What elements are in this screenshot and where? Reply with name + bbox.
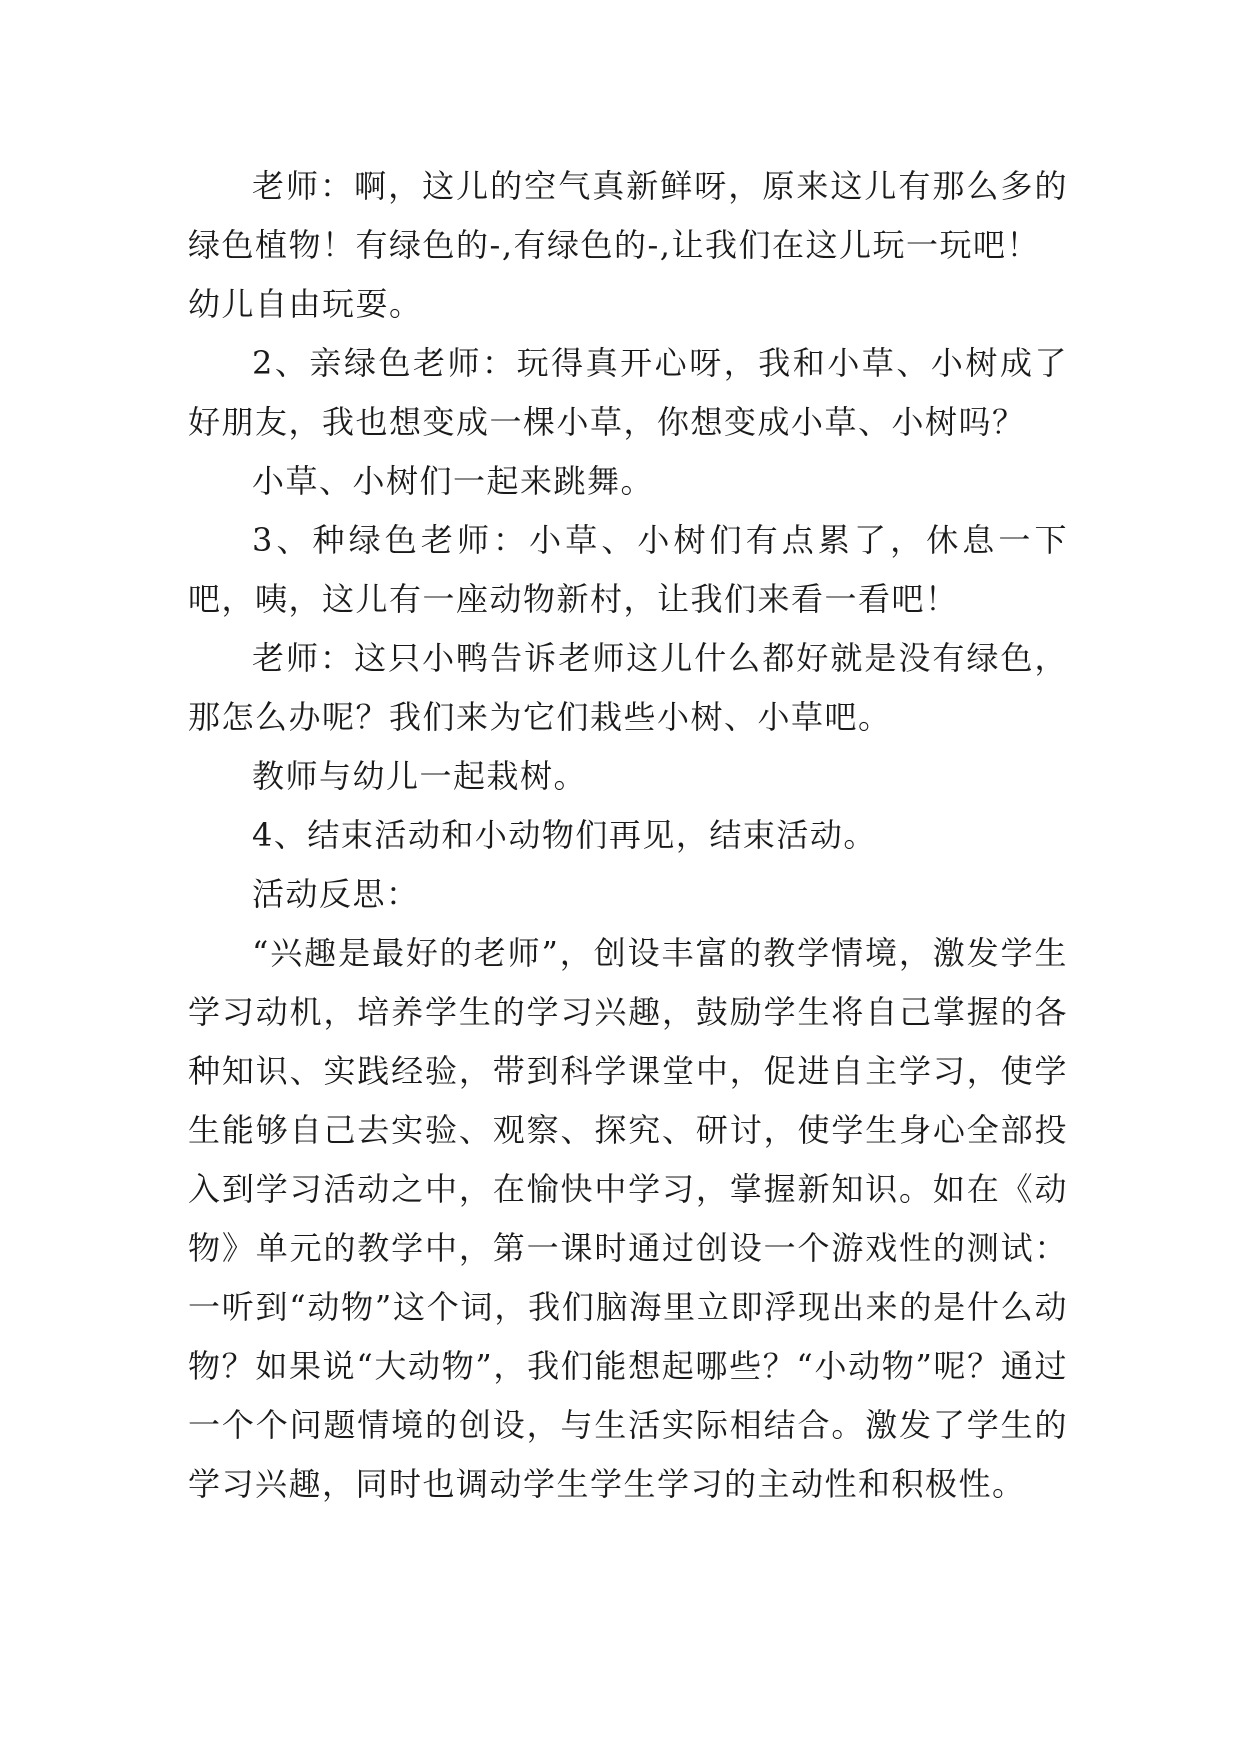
document-body	[188, 157, 1068, 1514]
paragraph-free-play: 幼儿自由玩耍。	[188, 285, 423, 323]
paragraph-plant-trees: 教师与幼儿一起栽树。	[252, 757, 588, 795]
paragraph-dance: 小草、小树们一起来跳舞。	[252, 462, 655, 500]
paragraph-step-4-end: 4、结束活动和小动物们再见，结束活动。	[252, 816, 877, 854]
paragraph-duckling: 老师：这只小鸭告诉老师这儿什么都好就是没有绿色，那怎么办呢？我们来为它们栽些小树、小草吧。	[188, 639, 1068, 736]
paragraph-step-3-plant-green: 3、种绿色老师：小草、小树们有点累了，休息一下吧，咦，这儿有一座动物新村，让我们来看一看吧！	[188, 521, 1068, 618]
paragraph-reflection-heading: 活动反思：	[252, 875, 420, 913]
paragraph-reflection-body: “兴趣是最好的老师”，创设丰富的教学情境，激发学生学习动机，培养学生的学习兴趣，鼓励学生将自己掌握的各种知识、实践经验，带到科学课堂中，促进自主学习，使学生能够自己去实验、观察、探究、研讨，使学生身心全部投入到学习活动之中，在愉快中学习，掌握新知识。如在《动物》单元的教学中，第一课时通过创设一个游戏性的测试：一听到“动物”这个词，我们脑海里立即浮现出来的是什么动物？如果说“大动物”，我们能想起哪些？“小动物”呢？通过一个个问题情境的创设，与生活实际相结合。激发了学生的学习兴趣，同时也调动学生学生学习的主动性和积极性。	[188, 934, 1068, 1503]
paragraph-step-2-love-green: 2、亲绿色老师：玩得真开心呀，我和小草、小树成了好朋友，我也想变成一棵小草，你想变成小草、小树吗？	[188, 344, 1068, 441]
paragraph-teacher-fresh-air: 老师：啊，这儿的空气真新鲜呀，原来这儿有那么多的绿色植物！有绿色的-,有绿色的-,让我们在这儿玩一玩吧！	[188, 167, 1068, 264]
